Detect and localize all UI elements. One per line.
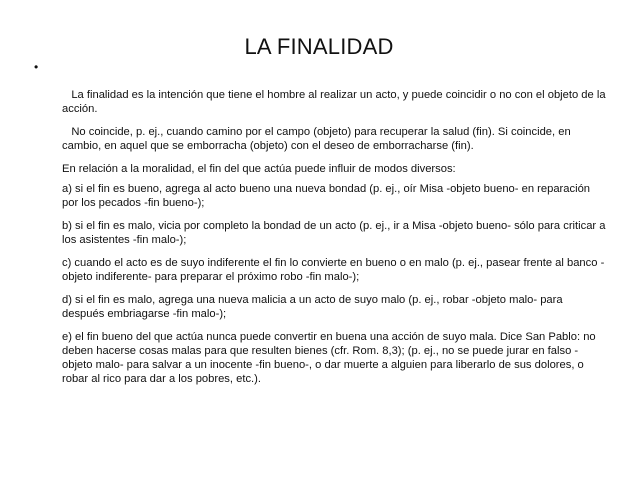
paragraph-case-c: c) cuando el acto es de suyo indiferente el fin lo convierte en bueno o en malo (p. ej., pasear frente al banco -objeto indiferente- para preparar el próximo robo -fin malo-);	[62, 256, 605, 284]
paragraph-example: No coincide, p. ej., cuando camino por el campo (objeto) para recuperar la salud (fin). Si coincide, en cambio, en aquel que se emborracha (objeto) con el deseo de emborracharse (fin).	[62, 125, 574, 153]
paragraph-intro: La finalidad es la intención que tiene el hombre al realizar un acto, y puede coincidir o no con el objeto de la acción.	[62, 89, 609, 116]
slide-title: LA FINALIDAD	[244, 34, 394, 59]
paragraph-case-d: d) si el fin es malo, agrega una nueva malicia a un acto de suyo malo (p. ej., robar -objeto malo- para después embriagarse -fin malo-);	[62, 293, 563, 320]
slide-body	[62, 88, 607, 395]
paragraph-morality: En relación a la moralidad, el fin del que actúa puede influir de modos diversos:	[62, 162, 456, 175]
paragraph-case-b: b) si el fin es malo, vicia por completo la bondad de un acto (p. ej., ir a Misa -objeto bueno- sólo para criticar a los asistentes -fin malo-);	[62, 219, 606, 247]
paragraph-case-e: e) el fin bueno del que actúa nunca puede convertir en buena una acción de suyo mala. Dice San Pablo: no deben hacerse cosas malas para que resulten bienes (cfr. Rom. 8,3); (p. ej., no se puede jurar en falso -objeto malo- para salvar a un inocente -fin bueno-, o dar muerte a alguien para liberarlo de sus dolores, o robar al rico para dar a los pobres, etc.).	[62, 330, 596, 386]
bullet-marker: •	[34, 60, 39, 74]
paragraph-case-a: a) si el fin es bueno, agrega al acto bueno una nueva bondad (p. ej., oír Misa -objeto bueno- en reparación por los pecados -fin bueno-);	[62, 183, 591, 210]
